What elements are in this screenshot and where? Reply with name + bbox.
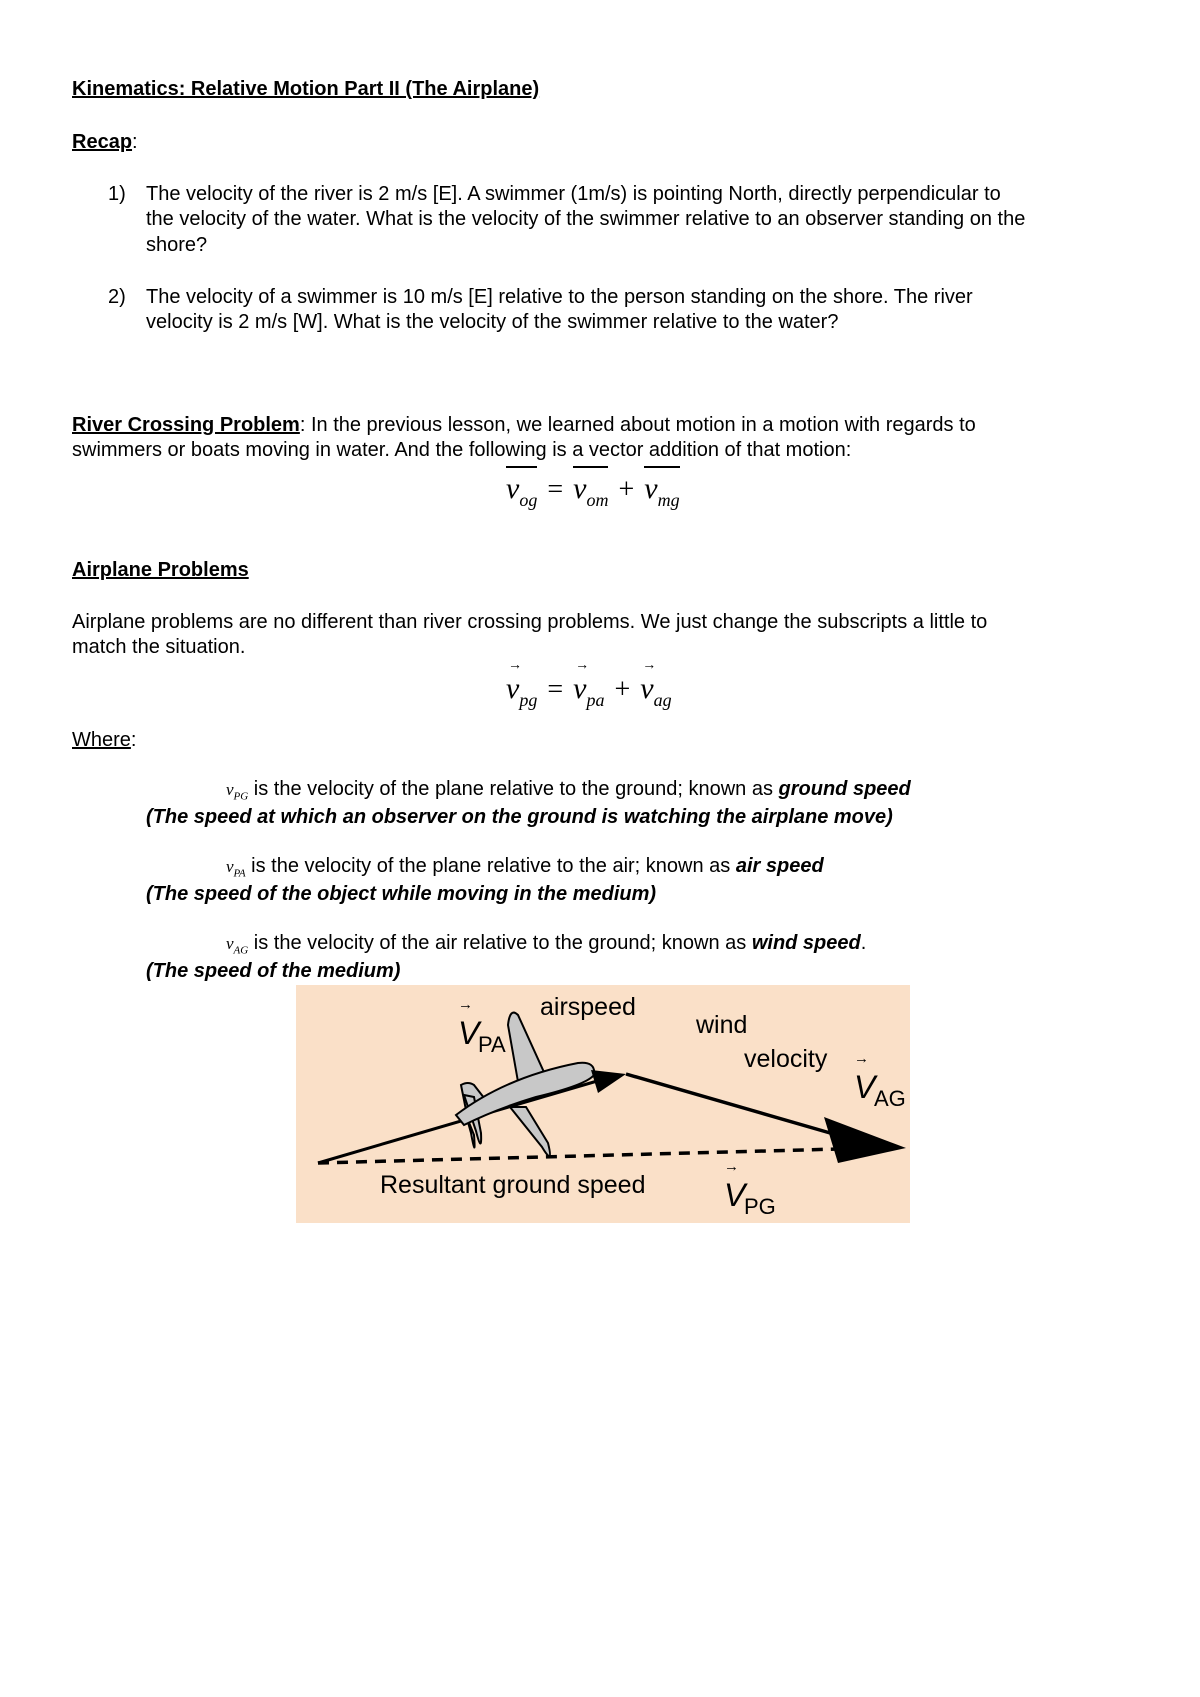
definition-ground-speed-note: (The speed at which an observer on the ground is watching the airplane move) bbox=[146, 806, 893, 828]
def-3-term: wind speed bbox=[751, 932, 861, 954]
river-eq-plus: + bbox=[618, 474, 635, 505]
recap-item-1-line-3: shore? bbox=[146, 234, 208, 256]
airspeed-label: airspeed bbox=[540, 993, 636, 1021]
recap-item-2-line-1: The velocity of a swimmer is 10 m/s [E] relative to the person standing on the shore. The river bbox=[146, 286, 973, 308]
def-2-term: air speed bbox=[735, 855, 824, 877]
v-pg-arrow-icon: → bbox=[724, 1158, 739, 1175]
definition-wind-speed-note: (The speed of the medium) bbox=[146, 960, 401, 982]
river-eq-term-3: vmg bbox=[644, 472, 679, 506]
def-2-text: is the velocity of the plane relative to the air; known as bbox=[245, 855, 736, 877]
airplane-paragraph-line-1: Airplane problems are no different than river crossing problems. We just change the subscripts a little to bbox=[72, 611, 988, 633]
v-pg-symbol: $v_{PG}$ bbox=[226, 780, 249, 803]
river-eq-equals: = bbox=[547, 474, 564, 505]
airplane-eq-term-3: → vag bbox=[640, 658, 672, 710]
where-label bbox=[72, 727, 136, 753]
resultant-label: Resultant ground speed bbox=[380, 1171, 646, 1199]
recap-item-1-line-1: The velocity of the river is 2 m/s [E]. A swimmer (1m/s) is pointing North, directly perpendicular to bbox=[146, 183, 1001, 205]
v-ag-symbol: $v_{AG}$ bbox=[226, 934, 249, 957]
where-colon: : bbox=[130, 729, 137, 751]
definition-air-speed-note: (The speed of the object while moving in the medium) bbox=[146, 883, 657, 905]
definition-wind-speed: $v_{AG}$ is the velocity of the air relative to the ground; known as wind speed. bbox=[226, 932, 867, 957]
river-heading: River Crossing Problem bbox=[72, 414, 300, 436]
airplane-paragraph-line-2: match the situation. bbox=[72, 636, 246, 658]
river-equation bbox=[506, 472, 680, 510]
v-pa-symbol-diagram: V bbox=[458, 1015, 480, 1051]
v-pa-subscript: PA bbox=[478, 1032, 506, 1057]
river-eq-term-2: vom bbox=[573, 472, 608, 506]
v-ag-symbol-diagram: V bbox=[854, 1069, 876, 1105]
v-ag-subscript: AG bbox=[874, 1086, 906, 1111]
airplane-eq-equals: = bbox=[547, 674, 564, 705]
recap-item-1-number: 1) bbox=[108, 183, 126, 205]
v-pg-symbol-diagram: V bbox=[724, 1177, 746, 1213]
river-text-1: : In the previous lesson, we learned about motion in a motion with regards to bbox=[299, 414, 976, 436]
def-1-term: ground speed bbox=[778, 778, 911, 800]
airplane-eq-term-1: → vpg bbox=[506, 658, 538, 710]
page-title: Kinematics: Relative Motion Part II (The Airplane) bbox=[72, 78, 540, 100]
river-paragraph-line-2: swimmers or boats moving in water. And the following is a vector addition of that motion: bbox=[72, 439, 852, 461]
def-1-text: is the velocity of the plane relative to the ground; known as bbox=[248, 778, 779, 800]
v-pa-arrow-icon: → bbox=[458, 996, 473, 1013]
recap-item-1-line-2: the velocity of the water. What is the velocity of the swimmer relative to an observer standing on the bbox=[146, 208, 1026, 230]
v-pg-subscript: PG bbox=[744, 1194, 776, 1219]
recap-item-2-line-2: velocity is 2 m/s [W]. What is the velocity of the swimmer relative to the water? bbox=[146, 311, 839, 333]
airplane-eq-plus: + bbox=[614, 674, 631, 705]
v-pa-symbol: $v_{PA}$ bbox=[226, 857, 246, 880]
wind-label: wind bbox=[696, 1011, 748, 1039]
river-eq-term-1: vog bbox=[506, 472, 537, 506]
v-ag-arrow-icon: → bbox=[854, 1050, 869, 1067]
river-paragraph-line-1 bbox=[72, 412, 976, 438]
recap-heading bbox=[72, 129, 138, 155]
airplane-eq-term-2: → vpa bbox=[573, 658, 605, 710]
def-3-text: is the velocity of the air relative to the ground; known as bbox=[248, 932, 752, 954]
recap-colon: : bbox=[132, 131, 138, 153]
recap-item-2-number: 2) bbox=[108, 286, 126, 308]
velocity-label: velocity bbox=[744, 1045, 828, 1073]
vector-diagram bbox=[296, 985, 910, 1223]
recap-heading-label: Recap bbox=[72, 131, 133, 153]
where-label-text: Where bbox=[72, 729, 131, 751]
airplane-heading: Airplane Problems bbox=[72, 559, 249, 581]
airplane-equation bbox=[506, 658, 672, 710]
